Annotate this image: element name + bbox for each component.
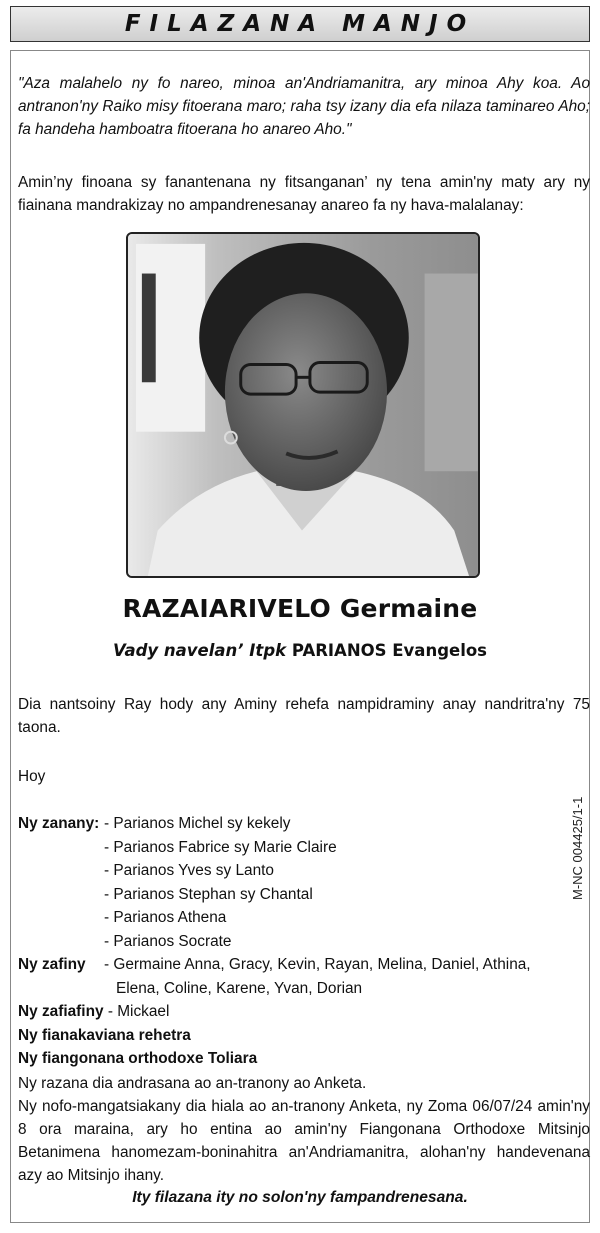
child-item: - Parianos Fabrice sy Marie Claire [104,838,337,856]
child-item: - Parianos Stephan sy Chantal [104,885,313,903]
header-title: FILAZANA MANJO [124,11,476,37]
bible-quote: "Aza malahelo ny fo nareo, minoa an'Andriamanitra, ary minoa Ahy koa. Ao antranon'ny Raiko misy fitoerana maro; raha tsy izany dia efa nilaza taminareo Aho; fa handeha hamboatra fitoerana ho anareo Aho." [18,75,590,138]
great-grandchildren: Ny zafiafiny - Mickael [18,1003,170,1020]
grandchildren-label: Ny zafiny [18,956,86,973]
intro-text: Amin’ny finoana sy fanantenana ny fitsanganan’ ny tena amin'ny maty ary ny fiainana mandrakizay no ampandrenesanay anareo fa ny hava-malalanay: [18,174,590,214]
content-frame [10,50,590,1223]
hoy-text: Hoy [18,768,46,785]
children-label: Ny zanany: [18,815,100,832]
spouse-prefix: Vady navelan’ Itpk [112,641,287,660]
header-banner [10,6,590,42]
portrait-photo [126,232,480,578]
family-all: Ny fianakaviana rehetra [18,1027,191,1044]
child-item: - Parianos Yves sy Lanto [104,862,274,879]
announcement-text: Dia nantsoiny Ray hody any Aminy rehefa nampidraminy anay nandritra'ny 75 taona. [18,696,590,736]
child-item: - Parianos Socrate [104,932,232,950]
child-item: - Parianos Athena [104,909,227,926]
portrait-image [128,234,478,576]
grandchildren-line2: Elena, Coline, Karene, Yvan, Dorian [116,979,363,997]
child-item: - Parianos Michel sy kekely [104,815,291,832]
funeral-text: Ny nofo-mangatsiakany dia hiala ao an-tranony Anketa, ny Zoma 06/07/24 amin'ny 8 ora maraina, ary ho entina ao amin'ny Fiangonana Orthodoxe Mitsinjo Betanimena hanomezam-boninahitra an'Andriamanitra, alohan'ny handevenana azy ao Mitsinjo ihany. [18,1098,590,1184]
closing-note: Ity filazana ity no solon'ny fampandrenesana. [132,1189,468,1206]
wake-text: Ny razana dia andrasana ao an-tranony ao Anketa. [18,1075,367,1092]
grandchildren-line1: - Germaine Anna, Gracy, Kevin, Rayan, Melina, Daniel, Athina, [104,956,531,973]
spouse-line [0,641,600,660]
deceased-name: RAZAIARIVELO Germaine [122,594,478,623]
spouse-name: PARIANOS Evangelos [291,641,488,660]
reference-code: M-NC 004425/1-1 [570,796,585,900]
church-line: Ny fiangonana orthodoxe Toliara [18,1050,258,1067]
